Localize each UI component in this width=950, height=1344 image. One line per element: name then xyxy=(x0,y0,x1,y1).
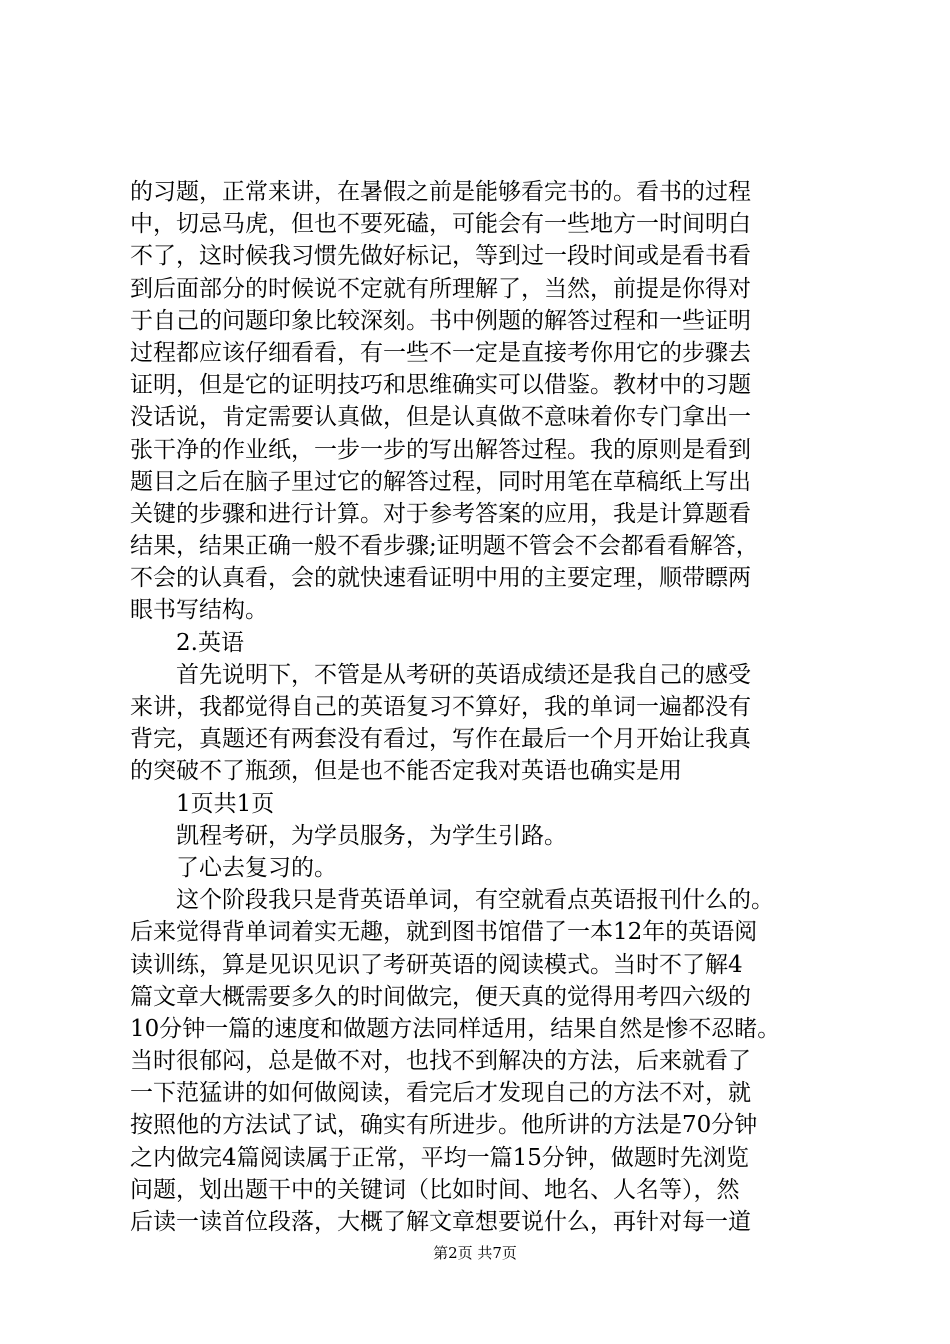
text-line: 凯程考研，为学员服务，为学生引路。 xyxy=(176,822,567,849)
text-line: 不会的认真看，会的就快速看证明中用的主要定理，顺带瞟两 xyxy=(130,565,751,592)
text-line: 背完，真题还有两套没有看过，写作在最后一个月开始让我真 xyxy=(130,726,751,753)
text-line: 首先说明下，不管是从考研的英语成绩还是我自己的感受 xyxy=(176,661,751,688)
text-line: 不了，这时候我习惯先做好标记，等到过一段时间或是看书看 xyxy=(130,243,751,270)
text-line: 1页共1页 xyxy=(176,790,275,817)
text-line: 这个阶段我只是背英语单词，有空就看点英语报刊什么的。 xyxy=(176,887,774,914)
text-line: 来讲，我都觉得自己的英语复习不算好，我的单词一遍都没有 xyxy=(130,694,751,720)
text-line: 结果，结果正确一般不看步骤;证明题不管会不会都看看解答， xyxy=(130,533,759,560)
text-line: 过程都应该仔细看看，有一些不一定是直接考你用它的步骤去 xyxy=(130,339,751,366)
text-line: 的突破不了瓶颈，但是也不能否定我对英语也确实是用 xyxy=(130,758,682,785)
text-line: 没话说，肯定需要认真做，但是认真做不意味着你专门拿出一 xyxy=(130,404,751,431)
text-line: 读训练，算是见识见识了考研英语的阅读模式。当时不了解4 xyxy=(130,951,743,978)
text-line: 到后面部分的时候说不定就有所理解了，当然，前提是你得对 xyxy=(130,275,751,302)
text-line: 题目之后在脑子里过它的解答过程，同时用笔在草稿纸上写出 xyxy=(130,468,751,495)
text-line: 眼书写结构。 xyxy=(130,597,268,624)
text-line: 篇文章大概需要多久的时间做完，便天真的觉得用考四六级的 xyxy=(130,983,751,1010)
text-line: 当时很郁闷，总是做不对，也找不到解决的方法，后来就看了 xyxy=(130,1048,751,1075)
text-line: 关键的步骤和进行计算。对于参考答案的应用，我是计算题看 xyxy=(130,500,751,527)
text-line: 2.英语 xyxy=(176,629,244,656)
page-footer: 第2页 共7页 xyxy=(433,1244,517,1262)
text-line: 一下范猛讲的如何做阅读，看完后才发现自己的方法不对，就 xyxy=(130,1080,751,1107)
text-line: 的习题，正常来讲，在暑假之前是能够看完书的。看书的过程 xyxy=(130,179,751,205)
text-line: 后来觉得背单词着实无趣，就到图书馆借了一本12年的英语阅 xyxy=(130,919,758,946)
text-line: 中，切忌马虎，但也不要死磕，可能会有一些地方一时间明白 xyxy=(130,211,751,238)
text-line: 了心去复习的。 xyxy=(176,854,337,881)
text-line: 证明，但是它的证明技巧和思维确实可以借鉴。教材中的习题 xyxy=(130,372,751,399)
text-line: 之内做完4篇阅读属于正常，平均一篇15分钟，做题时先浏览 xyxy=(130,1144,749,1171)
text-line: 10分钟一篇的速度和做题方法同样适用，结果自然是惨不忍睹。 xyxy=(130,1015,781,1042)
text-line: 问题，划出题干中的关键词（比如时间、地名、人名等），然 xyxy=(130,1176,740,1203)
text-line: 按照他的方法试了试，确实有所进步。他所讲的方法是70分钟 xyxy=(130,1112,758,1139)
text-line: 后读一读首位段落，大概了解文章想要说什么，再针对每一道 xyxy=(130,1209,751,1235)
body-text xyxy=(130,176,840,1238)
text-line: 张干净的作业纸，一步一步的写出解答过程。我的原则是看到 xyxy=(130,436,751,463)
text-line: 于自己的问题印象比较深刻。书中例题的解答过程和一些证明 xyxy=(130,307,751,334)
